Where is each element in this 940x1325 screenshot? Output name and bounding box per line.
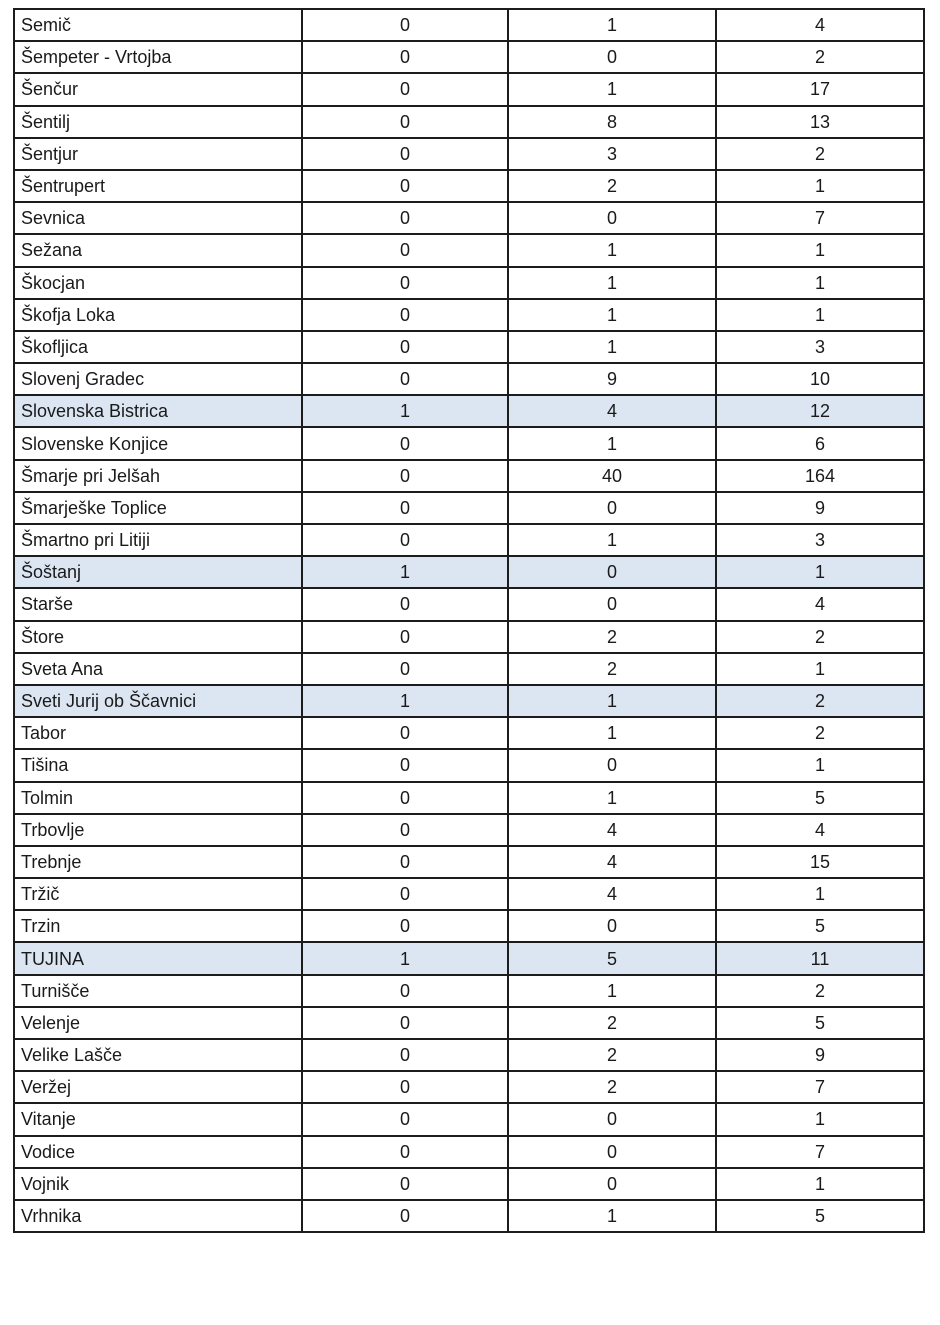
municipality-cell: Škofja Loka	[14, 299, 302, 331]
value-cell-2: 1	[508, 524, 716, 556]
value-cell-1: 1	[302, 685, 508, 717]
municipality-cell: Trbovlje	[14, 814, 302, 846]
table-row	[14, 492, 924, 524]
value-cell-2: 0	[508, 910, 716, 942]
value-cell-1: 0	[302, 299, 508, 331]
value-cell-2: 1	[508, 717, 716, 749]
value-cell-1: 0	[302, 363, 508, 395]
value-cell-3: 2	[716, 621, 924, 653]
value-cell-1: 1	[302, 395, 508, 427]
value-cell-1: 0	[302, 427, 508, 459]
municipality-cell: Sevnica	[14, 202, 302, 234]
value-cell-2: 0	[508, 588, 716, 620]
value-cell-2: 4	[508, 878, 716, 910]
municipality-cell: Slovenske Konjice	[14, 427, 302, 459]
municipality-cell: Šentjur	[14, 138, 302, 170]
value-cell-3: 2	[716, 41, 924, 73]
value-cell-3: 4	[716, 9, 924, 41]
value-cell-3: 4	[716, 814, 924, 846]
value-cell-3: 1	[716, 170, 924, 202]
table-row	[14, 41, 924, 73]
table-row	[14, 234, 924, 266]
table-row	[14, 942, 924, 974]
value-cell-3: 17	[716, 73, 924, 105]
value-cell-2: 1	[508, 9, 716, 41]
municipality-cell: Slovenska Bistrica	[14, 395, 302, 427]
municipality-cell: Šoštanj	[14, 556, 302, 588]
value-cell-1: 0	[302, 106, 508, 138]
municipality-cell: Vodice	[14, 1136, 302, 1168]
value-cell-3: 2	[716, 685, 924, 717]
value-cell-3: 10	[716, 363, 924, 395]
municipality-cell: Slovenj Gradec	[14, 363, 302, 395]
value-cell-2: 1	[508, 267, 716, 299]
value-cell-1: 0	[302, 846, 508, 878]
table-row	[14, 782, 924, 814]
table-row	[14, 202, 924, 234]
municipality-cell: Tabor	[14, 717, 302, 749]
value-cell-2: 4	[508, 814, 716, 846]
value-cell-1: 0	[302, 1136, 508, 1168]
municipality-cell: Štore	[14, 621, 302, 653]
value-cell-1: 0	[302, 41, 508, 73]
value-cell-2: 0	[508, 1168, 716, 1200]
value-cell-3: 5	[716, 1007, 924, 1039]
table-row	[14, 975, 924, 1007]
municipality-cell: Trebnje	[14, 846, 302, 878]
value-cell-2: 8	[508, 106, 716, 138]
value-cell-1: 0	[302, 975, 508, 1007]
value-cell-2: 1	[508, 1200, 716, 1232]
value-cell-3: 12	[716, 395, 924, 427]
value-cell-2: 1	[508, 299, 716, 331]
table-row	[14, 1168, 924, 1200]
value-cell-1: 0	[302, 1007, 508, 1039]
value-cell-1: 0	[302, 749, 508, 781]
municipality-cell: Semič	[14, 9, 302, 41]
table-row	[14, 749, 924, 781]
value-cell-1: 0	[302, 1200, 508, 1232]
value-cell-2: 1	[508, 73, 716, 105]
value-cell-2: 1	[508, 975, 716, 1007]
value-cell-3: 1	[716, 299, 924, 331]
value-cell-3: 1	[716, 749, 924, 781]
value-cell-2: 0	[508, 202, 716, 234]
value-cell-2: 0	[508, 41, 716, 73]
table-row	[14, 73, 924, 105]
municipality-cell: Velike Lašče	[14, 1039, 302, 1071]
municipality-cell: Turnišče	[14, 975, 302, 1007]
value-cell-3: 1	[716, 556, 924, 588]
value-cell-3: 15	[716, 846, 924, 878]
municipality-cell: Tišina	[14, 749, 302, 781]
table-row	[14, 910, 924, 942]
municipality-cell: Tolmin	[14, 782, 302, 814]
table-row	[14, 395, 924, 427]
value-cell-3: 4	[716, 588, 924, 620]
value-cell-3: 7	[716, 202, 924, 234]
value-cell-1: 0	[302, 588, 508, 620]
value-cell-2: 0	[508, 1136, 716, 1168]
value-cell-2: 5	[508, 942, 716, 974]
value-cell-3: 7	[716, 1136, 924, 1168]
value-cell-3: 2	[716, 975, 924, 1007]
table-row	[14, 299, 924, 331]
value-cell-2: 0	[508, 556, 716, 588]
table-row	[14, 363, 924, 395]
value-cell-1: 0	[302, 621, 508, 653]
value-cell-3: 3	[716, 331, 924, 363]
value-cell-1: 0	[302, 1039, 508, 1071]
value-cell-2: 1	[508, 331, 716, 363]
value-cell-3: 1	[716, 653, 924, 685]
table-row	[14, 878, 924, 910]
value-cell-1: 0	[302, 267, 508, 299]
value-cell-1: 1	[302, 942, 508, 974]
value-cell-3: 1	[716, 234, 924, 266]
table-row	[14, 685, 924, 717]
municipality-cell: Tržič	[14, 878, 302, 910]
value-cell-2: 2	[508, 1039, 716, 1071]
municipality-cell: Vojnik	[14, 1168, 302, 1200]
value-cell-3: 6	[716, 427, 924, 459]
table-row	[14, 814, 924, 846]
value-cell-1: 0	[302, 653, 508, 685]
value-cell-3: 3	[716, 524, 924, 556]
value-cell-3: 7	[716, 1071, 924, 1103]
municipality-cell: Starše	[14, 588, 302, 620]
value-cell-2: 2	[508, 621, 716, 653]
value-cell-3: 1	[716, 267, 924, 299]
municipality-cell: Šenčur	[14, 73, 302, 105]
municipality-cell: Sveta Ana	[14, 653, 302, 685]
value-cell-1: 0	[302, 1168, 508, 1200]
table-row	[14, 588, 924, 620]
value-cell-1: 0	[302, 782, 508, 814]
municipality-cell: Vrhnika	[14, 1200, 302, 1232]
value-cell-2: 2	[508, 1007, 716, 1039]
municipality-cell: TUJINA	[14, 942, 302, 974]
value-cell-1: 0	[302, 910, 508, 942]
value-cell-2: 40	[508, 460, 716, 492]
value-cell-3: 1	[716, 1168, 924, 1200]
table-row	[14, 524, 924, 556]
municipality-cell: Sežana	[14, 234, 302, 266]
municipality-cell: Sveti Jurij ob Ščavnici	[14, 685, 302, 717]
table-row	[14, 1007, 924, 1039]
municipality-cell: Vitanje	[14, 1103, 302, 1135]
table-row	[14, 1200, 924, 1232]
value-cell-2: 2	[508, 1071, 716, 1103]
value-cell-2: 1	[508, 234, 716, 266]
value-cell-3: 164	[716, 460, 924, 492]
value-cell-1: 0	[302, 234, 508, 266]
value-cell-2: 0	[508, 749, 716, 781]
value-cell-1: 0	[302, 9, 508, 41]
value-cell-2: 0	[508, 492, 716, 524]
value-cell-2: 1	[508, 782, 716, 814]
municipality-cell: Šentilj	[14, 106, 302, 138]
value-cell-1: 0	[302, 1071, 508, 1103]
value-cell-1: 0	[302, 138, 508, 170]
value-cell-1: 0	[302, 492, 508, 524]
value-cell-3: 13	[716, 106, 924, 138]
table-row	[14, 170, 924, 202]
table-row	[14, 1039, 924, 1071]
table-body	[14, 9, 924, 1232]
municipality-cell: Škocjan	[14, 267, 302, 299]
value-cell-2: 1	[508, 685, 716, 717]
value-cell-3: 1	[716, 878, 924, 910]
value-cell-3: 5	[716, 910, 924, 942]
value-cell-3: 1	[716, 1103, 924, 1135]
value-cell-3: 11	[716, 942, 924, 974]
municipality-cell: Trzin	[14, 910, 302, 942]
table-row	[14, 267, 924, 299]
value-cell-2: 2	[508, 170, 716, 202]
value-cell-2: 3	[508, 138, 716, 170]
table-row	[14, 653, 924, 685]
value-cell-3: 9	[716, 492, 924, 524]
table-row	[14, 556, 924, 588]
municipality-cell: Velenje	[14, 1007, 302, 1039]
value-cell-1: 0	[302, 878, 508, 910]
value-cell-1: 0	[302, 73, 508, 105]
value-cell-3: 5	[716, 782, 924, 814]
table-row	[14, 846, 924, 878]
value-cell-1: 0	[302, 460, 508, 492]
value-cell-2: 4	[508, 395, 716, 427]
table-row	[14, 1103, 924, 1135]
table-row	[14, 621, 924, 653]
value-cell-2: 1	[508, 427, 716, 459]
value-cell-1: 0	[302, 202, 508, 234]
table-row	[14, 106, 924, 138]
value-cell-1: 0	[302, 331, 508, 363]
municipality-cell: Šmarje pri Jelšah	[14, 460, 302, 492]
value-cell-1: 0	[302, 814, 508, 846]
municipality-cell: Šmartno pri Litiji	[14, 524, 302, 556]
table-row	[14, 717, 924, 749]
value-cell-1: 0	[302, 717, 508, 749]
value-cell-3: 2	[716, 138, 924, 170]
value-cell-3: 9	[716, 1039, 924, 1071]
value-cell-1: 0	[302, 524, 508, 556]
municipality-cell: Veržej	[14, 1071, 302, 1103]
value-cell-1: 0	[302, 170, 508, 202]
value-cell-3: 5	[716, 1200, 924, 1232]
table-row	[14, 331, 924, 363]
value-cell-3: 2	[716, 717, 924, 749]
table-row	[14, 1136, 924, 1168]
value-cell-1: 0	[302, 1103, 508, 1135]
municipality-cell: Škofljica	[14, 331, 302, 363]
table-row	[14, 1071, 924, 1103]
table-row	[14, 460, 924, 492]
value-cell-2: 2	[508, 653, 716, 685]
table-row	[14, 9, 924, 41]
municipality-table	[13, 8, 925, 1233]
value-cell-2: 0	[508, 1103, 716, 1135]
municipality-cell: Šmarješke Toplice	[14, 492, 302, 524]
table-row	[14, 427, 924, 459]
value-cell-2: 4	[508, 846, 716, 878]
municipality-cell: Šempeter - Vrtojba	[14, 41, 302, 73]
municipality-cell: Šentrupert	[14, 170, 302, 202]
value-cell-2: 9	[508, 363, 716, 395]
value-cell-1: 1	[302, 556, 508, 588]
table-row	[14, 138, 924, 170]
